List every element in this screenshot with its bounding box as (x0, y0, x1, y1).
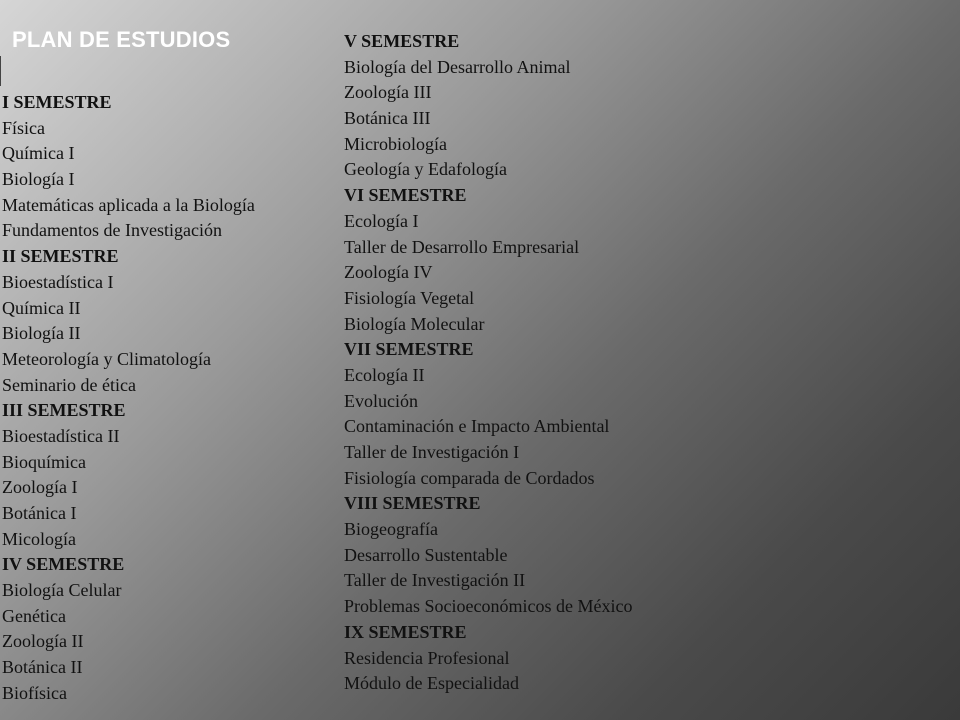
semester-heading: IX SEMESTRE (344, 621, 467, 642)
course-item: Botánica II (2, 657, 83, 678)
semester-heading: VI SEMESTRE (344, 185, 467, 206)
semester-heading: VII SEMESTRE (344, 339, 474, 360)
course-item: Taller de Desarrollo Empresarial (344, 236, 580, 257)
course-item: Problemas Socioeconómicos de México (344, 596, 633, 617)
course-item: Fisiología Vegetal (344, 287, 475, 308)
semesters-list-left (2, 90, 255, 707)
course-item: Biología del Desarrollo Animal (344, 56, 571, 77)
course-item: Evolución (344, 390, 418, 411)
course-item: Química I (2, 143, 75, 164)
course-item: Biología Molecular (344, 313, 485, 334)
course-item: Bioestadística II (2, 425, 120, 446)
course-item: Taller de Investigación I (344, 442, 520, 462)
semester-heading: VIII SEMESTRE (344, 493, 481, 514)
course-item: Contaminación e Impacto Ambiental (344, 416, 610, 437)
course-item: Fisiología comparada de Cordados (344, 467, 595, 488)
course-item: Geología y Edafología (344, 159, 507, 180)
course-item: Química II (2, 297, 81, 318)
course-item: Microbiología (344, 133, 447, 154)
course-item: Botánica I (2, 503, 77, 523)
course-item: Módulo de Especialidad (344, 673, 519, 694)
course-item: Seminario de ética (2, 374, 136, 395)
semester-heading: IV SEMESTRE (2, 554, 125, 575)
semester-heading: II SEMESTRE (2, 246, 119, 267)
course-item: Zoología I (2, 477, 78, 498)
course-item: Taller de Investigación II (344, 570, 526, 591)
semester-heading: I SEMESTRE (2, 92, 112, 112)
course-item: Física (2, 117, 45, 138)
semester-heading: V SEMESTRE (344, 31, 460, 51)
edge-marker (0, 56, 1, 86)
course-item: Residencia Profesional (344, 647, 510, 668)
course-item: Genética (2, 605, 66, 626)
course-item: Biología II (2, 323, 81, 344)
course-item: Biofísica (2, 682, 67, 703)
semesters-list-right (344, 29, 632, 697)
course-item: Fundamentos de Investigación (2, 220, 222, 241)
course-item: Zoología II (2, 631, 84, 652)
course-item: Ecología I (344, 210, 419, 231)
course-item: Micología (2, 528, 76, 549)
course-item: Biología Celular (2, 580, 122, 601)
semester-heading: III SEMESTRE (2, 400, 126, 421)
course-item: Ecología II (344, 364, 425, 385)
course-item: Biología I (2, 169, 75, 190)
course-item: Desarrollo Sustentable (344, 544, 508, 565)
course-item: Bioquímica (2, 451, 86, 472)
course-item: Zoología III (344, 82, 432, 103)
course-item: Bioestadística I (2, 271, 114, 292)
course-item: Meteorología y Climatología (2, 348, 211, 369)
course-item: Biogeografía (344, 519, 438, 540)
course-item: Botánica III (344, 108, 431, 129)
course-item: Matemáticas aplicada a la Biología (2, 194, 255, 215)
course-item: Zoología IV (344, 262, 433, 283)
page-title: PLAN DE ESTUDIOS (12, 27, 231, 52)
